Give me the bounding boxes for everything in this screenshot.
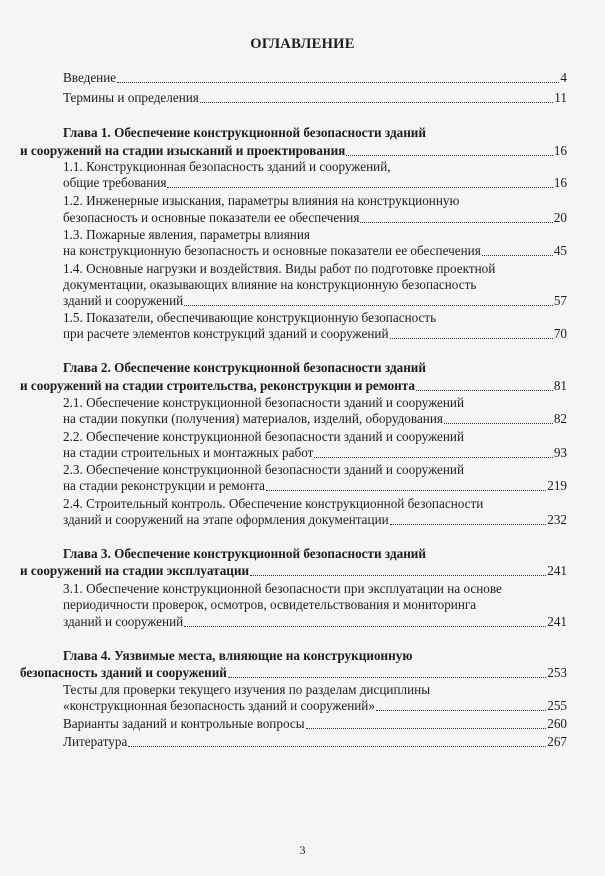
section-3-1-line1: 3.1. Обеспечение конструкционной безопасности при эксплуатации на основе (63, 581, 502, 596)
toc-page-number: 16 (553, 143, 567, 158)
toc-entry-text: и сооружений на стадии эксплуатации (20, 563, 250, 578)
dot-leader (228, 677, 546, 678)
toc-page-number: 241 (547, 563, 567, 578)
section-2-2-line1: 2.2. Обеспечение конструкционной безопасности зданий и сооружений (63, 429, 465, 444)
dot-leader (416, 390, 553, 391)
toc-page-number: 241 (547, 614, 567, 629)
section-2-4-line1: 2.4. Строительный контроль. Обеспечение конструкционной безопасности (63, 496, 484, 511)
dot-leader (482, 255, 553, 256)
section-1-2-line1: 1.2. Инженерные изыскания, параметры влияния на конструкционную (63, 193, 460, 208)
dot-leader (266, 490, 546, 491)
page-number: 3 (299, 843, 306, 857)
chapter-3-title-line1: Глава 3. Обеспечение конструкционной безопасности зданий (63, 546, 427, 561)
toc-page-number: 45 (553, 243, 567, 258)
toc-entry-literature (63, 734, 567, 750)
dot-leader (167, 187, 552, 188)
toc-page-number: 70 (553, 326, 567, 341)
toc-page-number: 232 (547, 512, 567, 527)
dot-leader (117, 82, 559, 83)
toc-entry-1-5 (63, 326, 567, 342)
toc-page-number: 4 (560, 70, 567, 85)
toc-page-number: 82 (553, 411, 567, 426)
toc-entry-chapter-2 (20, 378, 567, 394)
toc-entry-2-4 (63, 512, 567, 528)
section-1-5-line1: 1.5. Показатели, обеспечивающие конструкционную безопасность (63, 310, 437, 325)
toc-page-number: 20 (553, 210, 567, 225)
toc-entry-text: на стадии реконструкции и ремонта (63, 478, 266, 493)
toc-entry-1-4 (63, 293, 567, 309)
toc-entry-text: зданий и сооружений (63, 293, 184, 308)
dot-leader (128, 746, 546, 747)
toc-entry-text: Введение (63, 70, 117, 85)
toc-entry-3-1 (63, 614, 567, 630)
toc-page-number: 16 (553, 175, 567, 190)
toc-entry-text: Термины и определения (63, 90, 199, 105)
toc-entry-text: и сооружений на стадии строительства, реконструкции и ремонта (20, 378, 416, 393)
dot-leader (200, 102, 553, 103)
toc-page-number: 219 (547, 478, 567, 493)
dot-leader (184, 305, 553, 306)
dot-leader (390, 524, 547, 525)
tests-line1: Тесты для проверки текущего изучения по разделам дисциплины (63, 682, 431, 697)
toc-entry-tasks (63, 716, 567, 732)
section-1-1-line1: 1.1. Конструкционная безопасность зданий и сооружений, (63, 159, 391, 174)
dot-leader (306, 728, 547, 729)
toc-entry-2-2 (63, 445, 567, 461)
dot-leader (250, 575, 546, 576)
dot-leader (184, 626, 546, 627)
toc-page-number: 253 (547, 665, 567, 680)
page-title: ОГЛАВЛЕНИЕ (250, 36, 355, 52)
toc-entry-text: безопасность зданий и сооружений (20, 665, 227, 680)
toc-entry-text: «конструкционная безопасность зданий и сооружений» (63, 698, 375, 713)
dot-leader (360, 222, 552, 223)
toc-page-number: 57 (553, 293, 567, 308)
toc-page-number: 81 (553, 378, 567, 393)
dot-leader (444, 423, 553, 424)
dot-leader (390, 338, 553, 339)
toc-entry-chapter-1 (20, 143, 567, 159)
toc-page-number: 267 (547, 734, 567, 749)
chapter-1-title-line1: Глава 1. Обеспечение конструкционной безопасности зданий (63, 125, 427, 140)
toc-page-number: 11 (554, 90, 567, 105)
section-3-1-line2: периодичности проверок, осмотров, освидетельствования и мониторинга (63, 597, 477, 612)
section-1-3-line1: 1.3. Пожарные явления, параметры влияния (63, 227, 310, 242)
toc-entry-2-3 (63, 478, 567, 494)
chapter-4-title-line1: Глава 4. Уязвимые места, влияющие на конструкционную (63, 648, 413, 663)
toc-entry-text: на стадии строительных и монтажных работ (63, 445, 314, 460)
section-1-4-line1: 1.4. Основные нагрузки и воздействия. Виды работ по подготовке проектной (63, 261, 496, 276)
toc-entry-text: и сооружений на стадии изысканий и проектирования (20, 143, 346, 158)
toc-entry-chapter-4 (20, 665, 567, 681)
toc-page-number: 260 (547, 716, 567, 731)
toc-page-number: 255 (547, 698, 567, 713)
dot-leader (376, 710, 546, 711)
toc-entry-introduction (63, 70, 567, 86)
dot-leader (314, 457, 552, 458)
toc-entry-tests (63, 698, 567, 714)
dot-leader (346, 155, 552, 156)
toc-entry-1-2 (63, 210, 567, 226)
toc-entry-1-3 (63, 243, 567, 259)
toc-entry-text: безопасность и основные показатели ее обеспечения (63, 210, 360, 225)
toc-page-number: 93 (553, 445, 567, 460)
toc-entry-chapter-3 (20, 563, 567, 579)
toc-entry-text: зданий и сооружений на этапе оформления документации (63, 512, 389, 527)
toc-entry-text: Варианты заданий и контрольные вопросы (63, 716, 305, 731)
toc-entry-1-1 (63, 175, 567, 191)
chapter-2-title-line1: Глава 2. Обеспечение конструкционной безопасности зданий (63, 360, 427, 375)
toc-entry-text: на конструкционную безопасность и основные показатели ее обеспечения (63, 243, 481, 258)
section-1-4-line2: документации, оказывающих влияние на конструкционную безопасность (63, 277, 477, 292)
toc-entry-text: при расчете элементов конструкций зданий и сооружений (63, 326, 389, 341)
toc-entry-text: на стадии покупки (получения) материалов, изделий, оборудования (63, 411, 443, 426)
toc-entry-terms (63, 90, 567, 106)
toc-entry-text: зданий и сооружений (63, 614, 184, 629)
section-2-3-line1: 2.3. Обеспечение конструкционной безопасности зданий и сооружений (63, 462, 465, 477)
toc-entry-2-1 (63, 411, 567, 427)
toc-entry-text: Литература (63, 734, 128, 749)
section-2-1-line1: 2.1. Обеспечение конструкционной безопасности зданий и сооружений (63, 395, 465, 410)
toc-entry-text: общие требования (63, 175, 167, 190)
